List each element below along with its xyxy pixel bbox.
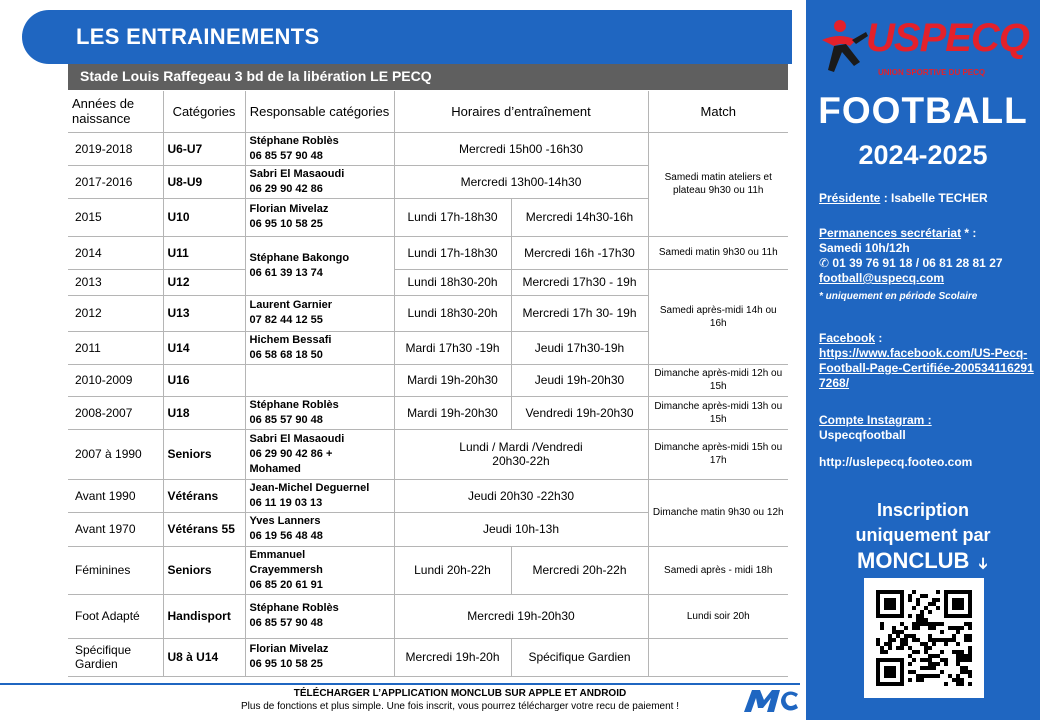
header-responsable: Responsable catégories [245, 91, 394, 132]
match-cell: Dimanche après-midi 12h ou 15h [648, 364, 788, 396]
horaire-cell: Lundi 18h30-20h [394, 295, 511, 331]
qr-code[interactable] [864, 578, 984, 698]
responsable-name: Hichem Bessafi [249, 333, 332, 346]
annee-cell: Foot Adapté [68, 594, 163, 638]
responsable-cell [245, 132, 394, 165]
match-cell: Samedi après-midi 14h ou 16h [648, 269, 788, 364]
header-horaires: Horaires d’entraînement [394, 91, 648, 132]
annee-cell: 2017-2016 [68, 165, 163, 198]
responsable-name: Yves Lanners [249, 515, 321, 527]
arrow-down-icon: ➔ [973, 556, 991, 571]
responsable-phone: 07 82 44 12 55 [249, 314, 323, 326]
footer-text [180, 688, 740, 712]
table-row [68, 638, 788, 676]
responsable-cell [245, 364, 394, 396]
horaire-cell: Mercredi 20h-22h [511, 546, 648, 594]
presidente-value: : Isabelle TECHER [880, 191, 988, 205]
match-cell: Dimanche matin 9h30 ou 12h [648, 479, 788, 546]
responsable-name-2: Crayemmersh [249, 563, 323, 576]
responsable-cell [245, 295, 394, 331]
match-cell: Samedi matin ateliers et plateau 9h30 ou 11h [648, 132, 788, 236]
horaire-cell: Lundi 17h-18h30 [394, 198, 511, 236]
responsable-name: Sabri El Masaoudi [249, 432, 345, 445]
header-match: Match [648, 91, 788, 132]
permanences-suffix: * : [961, 226, 977, 240]
responsable-phone: 06 19 56 48 48 [249, 530, 323, 542]
annee-cell: 2012 [68, 295, 163, 331]
table-row [68, 269, 788, 295]
logo-text: USPECQ [866, 16, 1029, 60]
responsable-cell [245, 236, 394, 295]
right-info-panel [806, 0, 1040, 720]
annee-cell: Avant 1970 [68, 512, 163, 546]
responsable-phone: 06 85 57 90 48 [249, 149, 323, 162]
horaire-cell: Spécifique Gardien [511, 638, 648, 676]
horaire-cell: Mardi 19h-20h30 [394, 396, 511, 429]
page-title: LES ENTRAINEMENTS [76, 24, 320, 49]
category-cell: U12 [163, 269, 245, 295]
responsable-name: Jean-Michel Deguernel [249, 481, 370, 494]
responsable-cell [245, 165, 394, 198]
responsable-cell [245, 198, 394, 236]
horaire-time: 20h30-22h [492, 454, 550, 468]
horaire-cell: Lundi 17h-18h30 [394, 236, 511, 269]
responsable-phone: 06 29 90 42 86 [249, 182, 323, 195]
annee-cell: 2007 à 1990 [68, 429, 163, 479]
facebook-label: Facebook [819, 331, 876, 345]
horaire-cell: Mercredi 19h-20h30 [394, 594, 648, 638]
match-cell [648, 638, 788, 676]
responsable-phone: 06 85 20 61 91 [249, 578, 323, 591]
horaire-cell [394, 429, 648, 479]
horaire-cell: Jeudi 19h-20h30 [511, 364, 648, 396]
responsable-extra: Mohamed [249, 462, 301, 475]
annee-cell: 2015 [68, 198, 163, 236]
responsable-phone: 06 85 57 90 48 [249, 413, 323, 426]
table-header-row [68, 91, 788, 132]
match-cell: Lundi soir 20h [648, 594, 788, 638]
inscription-callout [806, 498, 1040, 576]
responsable-name: Florian Mivelaz [249, 203, 329, 215]
table-row [68, 132, 788, 165]
responsable-phone: 06 58 68 18 50 [249, 348, 323, 361]
match-cell: Dimanche après-midi 15h ou 17h [648, 429, 788, 479]
annee-cell: 2014 [68, 236, 163, 269]
email-link[interactable]: football@uspecq.com [819, 271, 945, 285]
annee-cell: 2019-2018 [68, 132, 163, 165]
category-cell: Handisport [163, 594, 245, 638]
category-cell: U11 [163, 236, 245, 269]
horaire-cell: Jeudi 17h30-19h [511, 331, 648, 364]
annee-cell: 2008-2007 [68, 396, 163, 429]
category-cell: Vétérans [163, 479, 245, 512]
responsable-cell [245, 594, 394, 638]
presidente-label: Présidente [819, 191, 881, 205]
qr-code-icon [876, 590, 972, 686]
horaire-cell: Mercredi 14h30-16h [511, 198, 648, 236]
footer-divider [0, 683, 800, 685]
horaire-days: Lundi / Mardi /Vendredi [459, 440, 583, 454]
header-annees: Années de naissance [68, 91, 163, 132]
category-cell: Seniors [163, 429, 245, 479]
phone-numbers: ✆ 01 39 76 91 18 / 06 81 28 81 27 [819, 256, 1003, 270]
training-schedule-table [68, 91, 788, 677]
logo-subtitle: UNION SPORTIVE DU PECQ [878, 68, 986, 77]
match-cell: Samedi après - midi 18h [648, 546, 788, 594]
stade-address: Stade Louis Raffegeau 3 bd de la libération LE PECQ [68, 64, 788, 90]
responsable-phone: 06 11 19 03 13 [249, 496, 323, 509]
instagram-value: Uspecqfootball [819, 428, 906, 442]
horaire-cell: Jeudi 20h30 -22h30 [394, 479, 648, 512]
horaire-cell: Mercredi 15h00 -16h30 [394, 132, 648, 165]
category-cell: U6-U7 [163, 132, 245, 165]
table-row [68, 546, 788, 594]
header-categories: Catégories [163, 91, 245, 132]
category-cell: U8 à U14 [163, 638, 245, 676]
responsable-cell [245, 546, 394, 594]
responsable-name: Laurent Garnier [249, 299, 333, 311]
horaire-cell: Mardi 19h-20h30 [394, 364, 511, 396]
category-cell: U14 [163, 331, 245, 364]
responsable-name: Stéphane Roblès [249, 602, 339, 614]
table-row [68, 364, 788, 396]
responsable-cell [245, 512, 394, 546]
match-cell: Dimanche après-midi 13h ou 15h [648, 396, 788, 429]
monclub-label: MONCLUB [857, 548, 970, 573]
title-banner [22, 10, 792, 64]
responsable-phone: 06 95 10 58 25 [249, 218, 323, 230]
permanences-info [819, 226, 1034, 304]
instagram-info [819, 413, 1034, 443]
annee-cell: 2010-2009 [68, 364, 163, 396]
annee-cell: Spécifique Gardien [68, 638, 163, 676]
website-link[interactable]: http://uslepecq.footeo.com [819, 455, 973, 469]
match-cell: Samedi matin 9h30 ou 11h [648, 236, 788, 269]
horaire-cell: Mercredi 19h-20h [394, 638, 511, 676]
horaire-cell: Mardi 17h30 -19h [394, 331, 511, 364]
monclub-logo-icon [740, 686, 800, 714]
horaire-cell: Mercredi 13h00-14h30 [394, 165, 648, 198]
table-row [68, 236, 788, 269]
annee-cell: 2011 [68, 331, 163, 364]
permanences-time: Samedi 10h/12h [819, 241, 910, 255]
season-title: 2024-2025 [858, 140, 988, 170]
annee-cell: Avant 1990 [68, 479, 163, 512]
table-row [68, 429, 788, 479]
responsable-cell [245, 429, 394, 479]
inscription-line-1: Inscription [876, 500, 969, 520]
responsable-cell [245, 396, 394, 429]
instagram-label: Compte Instagram : [819, 413, 932, 427]
inscription-line-2: uniquement par [855, 525, 991, 545]
responsable-phone: 06 29 90 42 86 + [249, 447, 333, 460]
scolaire-note: * uniquement en période Scolaire [819, 291, 978, 302]
horaire-cell: Mercredi 17h30 - 19h [511, 269, 648, 295]
table-row [68, 594, 788, 638]
responsable-name: Stéphane Roblès [249, 398, 339, 411]
annee-cell: Féminines [68, 546, 163, 594]
facebook-info [819, 331, 1034, 391]
horaire-cell: Vendredi 19h-20h30 [511, 396, 648, 429]
horaire-cell: Jeudi 10h-13h [394, 512, 648, 546]
horaire-cell: Lundi 20h-22h [394, 546, 511, 594]
responsable-cell [245, 331, 394, 364]
responsable-phone: 06 61 39 13 74 [249, 266, 323, 279]
category-cell: Seniors [163, 546, 245, 594]
responsable-phone: 06 85 57 90 48 [249, 617, 323, 629]
presidente-info [819, 191, 1034, 206]
responsable-name: Stéphane Bakongo [249, 251, 350, 264]
responsable-name: Stéphane Roblès [249, 134, 339, 147]
footer-download-text: TÉLÉCHARGER L’APPLICATION MONCLUB SUR APPLE ET ANDROID [293, 688, 627, 699]
facebook-suffix: : [875, 331, 883, 345]
responsable-name: Sabri El Masaoudi [249, 167, 345, 180]
horaire-cell: Lundi 18h30-20h [394, 269, 511, 295]
responsable-phone: 06 95 10 58 25 [249, 658, 323, 670]
footer-info-text: Plus de fonctions et plus simple. Une fois inscrit, vous pourrez télécharger votre recu de paiement ! [241, 701, 679, 712]
table-row [68, 396, 788, 429]
category-cell: U13 [163, 295, 245, 331]
table-row [68, 479, 788, 512]
category-cell: U16 [163, 364, 245, 396]
facebook-link[interactable]: https://www.facebook.com/US-Pecq-Football-Page-Certifiée-200534116291 7268/ [819, 346, 1034, 390]
category-cell: U10 [163, 198, 245, 236]
uspecq-logo [816, 10, 1036, 90]
responsable-name: Emmanuel [249, 548, 306, 561]
category-cell: U18 [163, 396, 245, 429]
category-cell: U8-U9 [163, 165, 245, 198]
responsable-cell [245, 638, 394, 676]
category-cell: Vétérans 55 [163, 512, 245, 546]
horaire-cell: Mercredi 16h -17h30 [511, 236, 648, 269]
horaire-cell: Mercredi 17h 30- 19h [511, 295, 648, 331]
football-title: FOOTBALL [818, 90, 1028, 131]
responsable-cell [245, 479, 394, 512]
annee-cell: 2013 [68, 269, 163, 295]
permanences-label: Permanences secrétariat [819, 226, 962, 240]
responsable-name: Florian Mivelaz [249, 643, 329, 655]
